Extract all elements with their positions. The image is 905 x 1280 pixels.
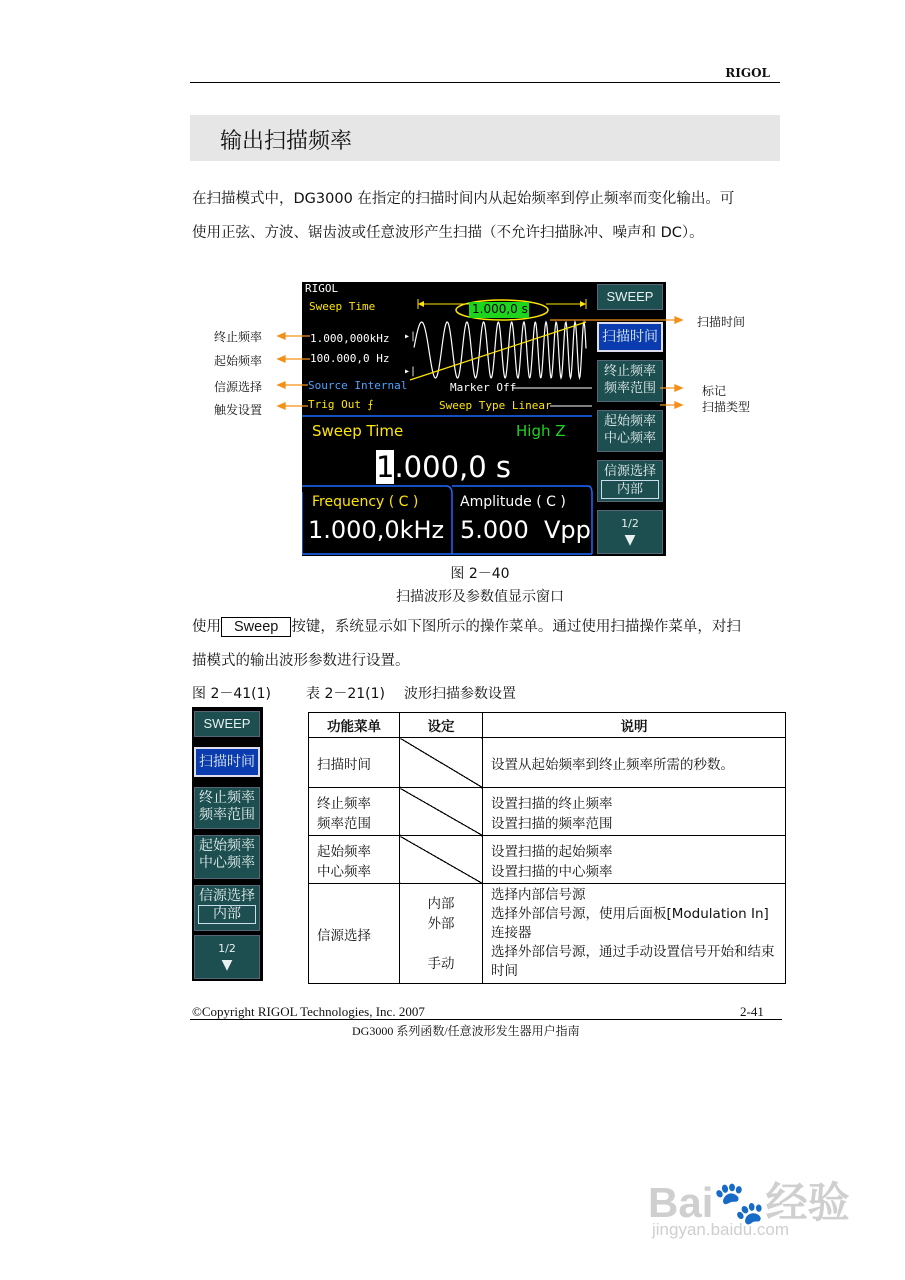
footer-rule xyxy=(190,1019,782,1020)
menu-title: SWEEP xyxy=(194,711,260,737)
softkey-stop-line2: 频率范围 xyxy=(603,381,656,396)
paw-icon: 🐾 xyxy=(713,1179,766,1226)
menu-stop-line2: 频率范围 xyxy=(199,807,255,823)
figure-number: 图 2－40 xyxy=(450,566,510,582)
frequency-label: Frequency ( C ) xyxy=(312,494,419,510)
softkey-title: SWEEP xyxy=(597,284,663,310)
usage-suffix: 按键，系统显示如下图所示的操作菜单。通过使用扫描操作菜单，对扫 xyxy=(291,619,741,635)
watermark-bai: Bai xyxy=(648,1179,714,1226)
arrow-down-icon: ▼ xyxy=(624,532,636,548)
callout-stop-frequency: 终止频率 xyxy=(214,330,263,344)
callout-sweep-time: 扫描时间 xyxy=(697,315,746,329)
softkey-source[interactable] xyxy=(597,460,663,502)
sweep-parameter-table xyxy=(308,712,786,984)
start-frequency-value: 100.000,0 Hz xyxy=(310,352,390,365)
softkey-page-label: 1/2 xyxy=(621,517,639,530)
amplitude-label: Amplitude ( C ) xyxy=(460,494,566,510)
header-menu: 功能菜单 xyxy=(309,713,400,738)
watermark-jingyan: 经验 xyxy=(765,1179,850,1226)
table-row xyxy=(309,788,786,836)
header-rule xyxy=(190,82,780,83)
guide-title: DG3000 系列函数/任意波形发生器用户指南 xyxy=(352,1024,580,1038)
header-setting: 设定 xyxy=(400,713,483,738)
menu-start-line2: 中心频率 xyxy=(199,855,255,871)
edit-value xyxy=(376,450,511,484)
sweep-time-value: 1.000,0 s xyxy=(472,302,528,316)
intro-line-1: 在扫描模式中，DG3000 在指定的扫描时间内从起始频率到停止频率而变化输出。可 xyxy=(192,191,735,207)
edit-value-rest: .000,0 s xyxy=(394,450,512,484)
menu-start-line1: 起始频率 xyxy=(199,838,255,854)
usage-prefix: 使用 xyxy=(192,619,221,635)
marker-value: Marker Off xyxy=(450,381,517,394)
menu-start-frequency[interactable] xyxy=(194,835,260,879)
menu-source[interactable] xyxy=(194,885,260,931)
row-description: 设置从起始频率到终止频率所需的秒数。 xyxy=(483,738,786,788)
section-title: 输出扫描频率 xyxy=(220,129,353,154)
row-menu: 信源选择 xyxy=(309,884,400,984)
softkey-sweep-time[interactable]: 扫描时间 xyxy=(597,322,663,352)
edit-parameter-label: Sweep Time xyxy=(312,422,404,440)
intro-paragraph xyxy=(192,182,782,250)
row-setting xyxy=(400,788,483,836)
softkey-source-line2: 内部 xyxy=(601,480,659,499)
row-description: 选择内部信号源 选择外部信号源，使用后面板[Modulation In] 连接器 选择外部信号源，通过手动设置信号开始和结束时间 xyxy=(483,884,786,984)
screen-logo: RIGOL xyxy=(305,282,339,295)
figure-caption: 扫描波形及参数值显示窗口 xyxy=(396,589,564,605)
callout-start-frequency: 起始频率 xyxy=(214,354,263,368)
table-row xyxy=(309,884,786,984)
callout-source: 信源选择 xyxy=(214,380,263,394)
row-menu: 终止频率 频率范围 xyxy=(309,788,400,836)
row-menu: 起始频率 中心频率 xyxy=(309,836,400,884)
menu-sweep-time[interactable]: 扫描时间 xyxy=(194,747,260,777)
header-description: 说明 xyxy=(483,713,786,738)
amplitude-value: 5.000 Vpp xyxy=(460,516,591,544)
sweep-time-label: Sweep Time xyxy=(309,300,376,313)
menu-arrow-down-icon: ▼ xyxy=(221,957,233,973)
sweep-menu-figure xyxy=(192,707,263,981)
callout-trigger: 触发设置 xyxy=(214,403,263,417)
row-description: 设置扫描的起始频率 设置扫描的中心频率 xyxy=(483,836,786,884)
menu-source-line1: 信源选择 xyxy=(199,888,255,904)
callout-arrows xyxy=(270,300,700,420)
row-setting xyxy=(400,836,483,884)
table-row xyxy=(309,738,786,788)
usage-line-1 xyxy=(192,610,782,644)
usage-line-2: 描模式的输出波形参数进行设置。 xyxy=(192,653,410,669)
usage-paragraph xyxy=(192,610,782,678)
trigger-edge-icon: ⨍ xyxy=(367,398,374,411)
svg-text:▸|: ▸| xyxy=(404,366,417,377)
sweep-key-label: Sweep xyxy=(221,617,291,637)
brand-logo-text: RIGOL xyxy=(725,66,770,80)
edit-cursor-digit: 1 xyxy=(376,450,395,484)
svg-text:▸|: ▸| xyxy=(404,331,417,342)
menu-next-page[interactable] xyxy=(194,935,260,979)
impedance-label: High Z xyxy=(516,422,566,440)
softkey-stop-line1: 终止频率 xyxy=(603,364,656,379)
table-label: 表 2－21(1) xyxy=(306,686,386,702)
callout-marker: 标记 xyxy=(702,384,727,398)
menu-page-label: 1/2 xyxy=(218,942,236,955)
copyright: ©Copyright RIGOL Technologies, Inc. 2007 xyxy=(192,1004,425,1019)
watermark-url: jingyan.baidu.com xyxy=(652,1220,790,1239)
frequency-value: 1.000,0kHz xyxy=(308,516,445,544)
row-menu: 扫描时间 xyxy=(309,738,400,788)
softkey-start-line2: 中心频率 xyxy=(603,431,656,446)
intro-line-2: 使用正弦、方波、锯齿波或任意波形产生扫描（不允许扫描脉冲、噪声和 DC）。 xyxy=(192,225,704,241)
trig-out-text: Trig Out xyxy=(308,398,361,411)
menu-stop-line1: 终止频率 xyxy=(199,790,255,806)
callout-sweep-type: 扫描类型 xyxy=(702,400,751,414)
table-header-row xyxy=(309,713,786,738)
softkey-next-page[interactable] xyxy=(597,510,663,554)
row-description: 设置扫描的终止频率 设置扫描的频率范围 xyxy=(483,788,786,836)
stop-frequency-value: 1.000,000kHz xyxy=(310,332,390,345)
figure-41-label: 图 2－41(1) xyxy=(192,686,272,702)
table-row xyxy=(309,836,786,884)
sweep-type-value: Sweep Type Linear xyxy=(439,399,552,412)
softkey-start-line1: 起始频率 xyxy=(603,414,656,429)
row-setting: 内部 外部 手动 xyxy=(400,884,483,984)
page-number: 2-41 xyxy=(740,1004,764,1019)
softkey-source-line1: 信源选择 xyxy=(603,464,656,479)
row-setting xyxy=(400,738,483,788)
menu-stop-frequency[interactable] xyxy=(194,787,260,829)
source-value: Source Internal xyxy=(308,379,408,392)
menu-source-line2: 内部 xyxy=(198,905,256,924)
table-title: 波形扫描参数设置 xyxy=(404,686,516,702)
